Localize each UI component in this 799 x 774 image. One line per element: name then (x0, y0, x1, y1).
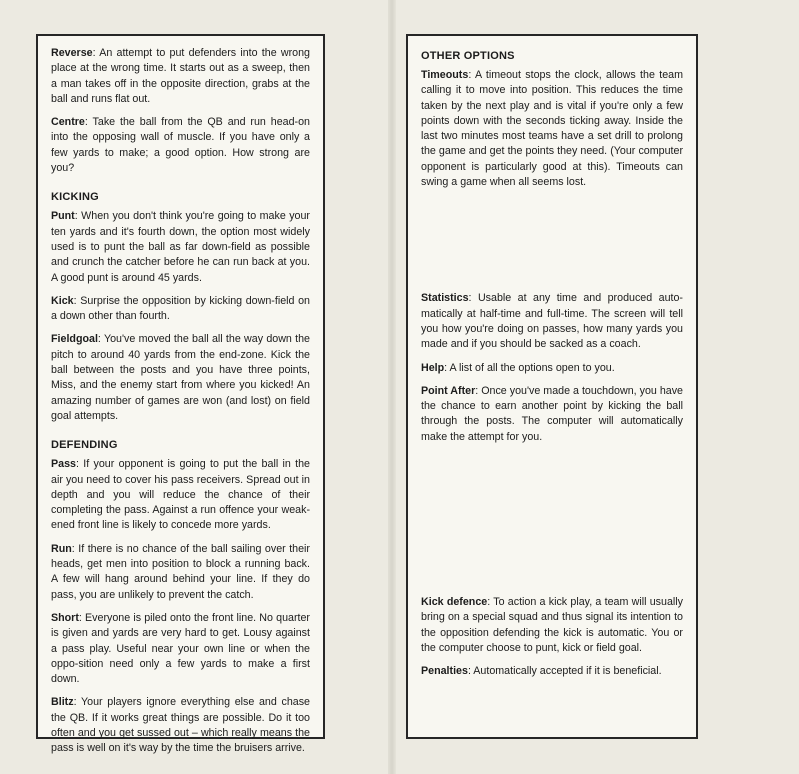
entry-term: Centre (51, 116, 85, 129)
entry-description: : Everyone is piled onto the front line. No quarter is given and yards are very hard to get. Lousy against a pass play. Useful near your own line or when the oppo-sition need only a few yards to make a first down. (51, 611, 310, 686)
other-options-heading: OTHER OPTIONS (421, 50, 515, 62)
entry-description: : You've moved the ball all the way down the pitch to around 40 yards from the end-zone. Kick the ball between the posts and you have three points, Miss, and the enemy start from where you kicked! An amazing number of games are won (and lost) on field goal attempts. (51, 333, 310, 422)
entry-paragraph (51, 611, 310, 687)
entry-paragraph (421, 384, 683, 445)
entry-paragraph (421, 595, 683, 656)
entry-term: Kick defence (421, 596, 488, 609)
entry-description: : Once you've made a touchdown, you have the chance to earn another point by kicking the ball through the posts. The computer will automatically make the attempt for you. (421, 384, 683, 443)
right-column-panel (406, 34, 698, 739)
entry-description: : If there is no chance of the ball sailing over their heads, get men into position to block a running back. A few will hang around behind your line. If they do pass, you are unlikely to prevent the catch. (51, 542, 310, 601)
blank-space (421, 198, 683, 291)
entry-paragraph (51, 695, 310, 756)
entry-term: Pass (51, 458, 76, 471)
entry-description: : A timeout stops the clock, allows the team calling it to move into position. This reduces the time taken by the next play and is vital if you're only a few points down with the seconds ticking away. Inside the last two minutes most teams have a set drill to prolong the game and get the points they need. (Your computer opponent is particularly good at this). Timeouts can swing a game when all seems lost. (421, 69, 683, 189)
entry-term: Timeouts (421, 69, 469, 81)
entry-description: : A list of all the options open to you. (444, 361, 615, 374)
blank-space (421, 453, 683, 595)
entry-paragraph (421, 68, 683, 190)
entry-term: Reverse (51, 47, 93, 59)
entry-paragraph (51, 209, 310, 285)
entry-paragraph (421, 664, 683, 679)
entry-description: : Surprise the opposition by kicking down-field on a down other than fourth. (51, 294, 310, 323)
entry-term: Point After (421, 384, 476, 397)
entry-paragraph (51, 457, 310, 533)
entry-description: : When you don't think you're going to make your ten yards and it's fourth down, the option most widely used is to punt the ball as far down-field as possible and crunch the catcher before he can run back at you. A good punt is around 45 yards. (51, 210, 310, 284)
entry-description: : Usable at any time and produced auto-matically at half-time and full-time. The screen will tell you how you're doing on passes, how many yards you made and if you should be sacked as a coach. (421, 292, 683, 351)
entry-term: Run (51, 542, 72, 555)
entry-paragraph (51, 332, 310, 424)
entry-description: : Your players ignore everything else and chase the QB. If it works great things are possible. Do it too often and you get sussed out – which really means the pass is well on it's way by the time the bruisers arrive. (51, 696, 310, 755)
entry-term: Short (51, 611, 79, 624)
entry-term: Blitz (51, 696, 74, 709)
entry-description: : An attempt to put defenders into the wrong place at the wrong time. It starts out as a sweep, then a man takes off in the opposite direction, grabs at the ball and runs flat out. (51, 47, 310, 105)
running-plays-group (51, 46, 310, 176)
entry-term: Help (421, 361, 445, 374)
defending-group (51, 457, 310, 756)
entry-description: : If your opponent is going to put the ball in the air you need to cover his pass receivers. Spread out in depth and you will reduce the chance of their completing the pass. Against a run offence your weak-ened front line is likely to concede more yards. (51, 458, 310, 532)
entry-term: Penalties (421, 665, 468, 678)
entry-paragraph (51, 115, 310, 176)
left-column-panel (36, 34, 325, 755)
entry-paragraph (51, 46, 310, 107)
entry-description: : Take the ball from the QB and run head-on into the opposing wall of muscle. If you have only a few yards to make; a good option. How strong are you? (51, 116, 310, 175)
entry-paragraph (421, 291, 683, 352)
entry-term: Statistics (421, 292, 469, 305)
entry-paragraph (51, 294, 310, 325)
entry-description: : To action a kick play, a team will usually bring on a special squad and thus signal its intention to the opposition defending the kick is automatic. You or the computer choose to punt, kick or field goal. (421, 596, 683, 654)
entry-term: Punt (51, 210, 75, 223)
page-fold (388, 0, 396, 774)
statistics-group (421, 291, 683, 445)
kicking-group (51, 209, 310, 424)
timeouts-group (421, 68, 683, 190)
defending-heading: DEFENDING (51, 439, 118, 452)
kick-defence-group (421, 595, 683, 679)
entry-term: Kick (51, 294, 74, 307)
entry-description: : Automatically accepted if it is beneficial. (467, 665, 662, 678)
kicking-heading: KICKING (51, 191, 99, 204)
entry-paragraph (421, 361, 683, 376)
entry-paragraph (51, 542, 310, 603)
entry-term: Fieldgoal (51, 333, 98, 346)
